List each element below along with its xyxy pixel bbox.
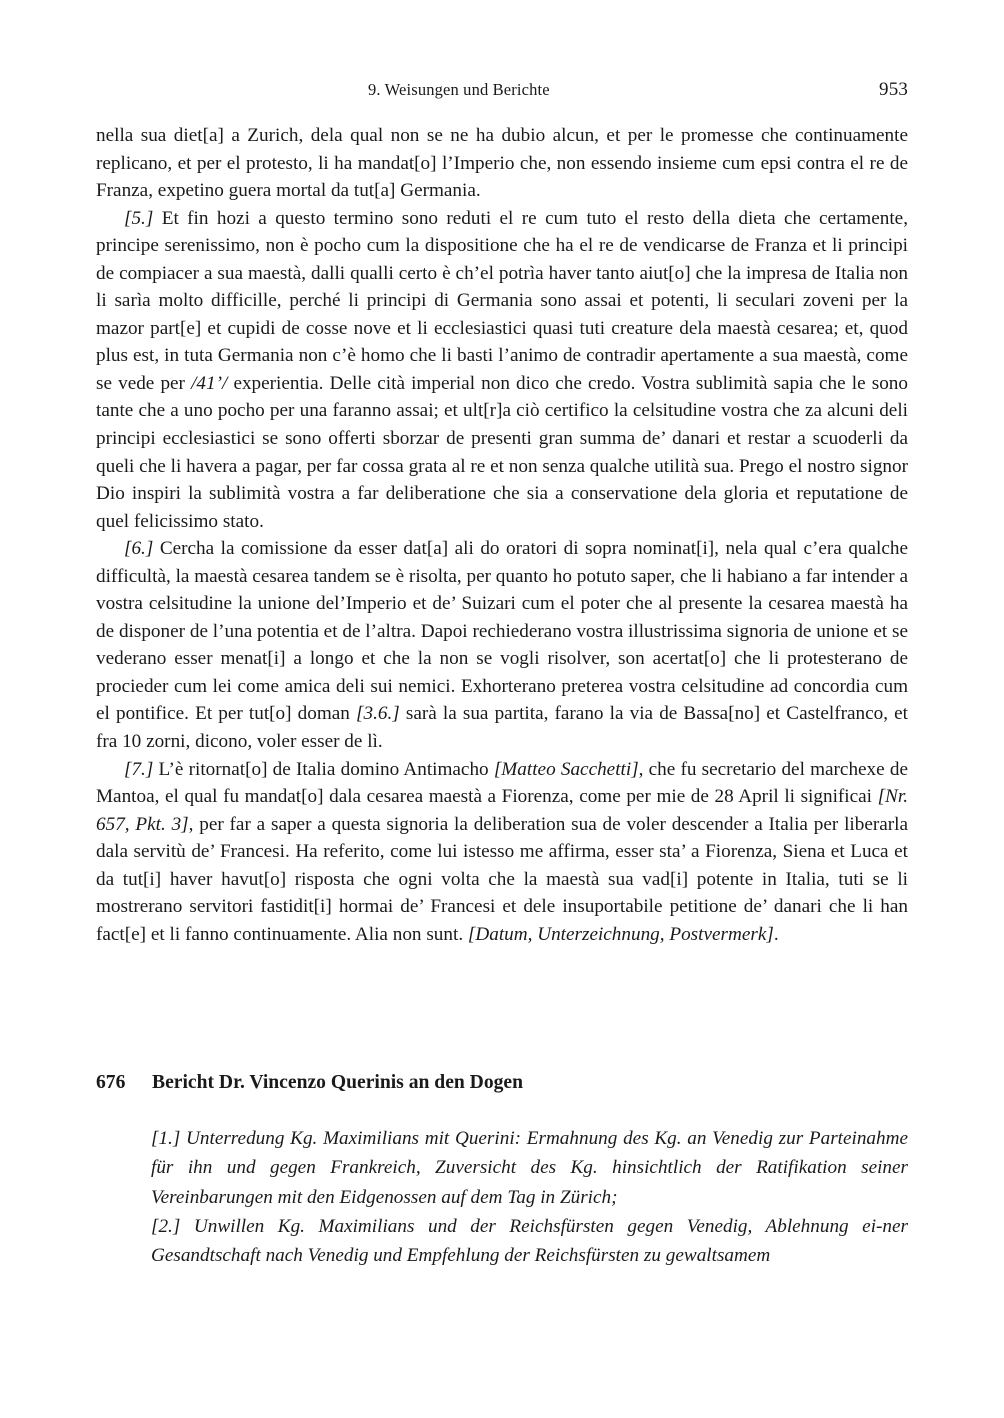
paragraph-7 — [96, 756, 908, 949]
section-number: 676 — [96, 1072, 126, 1093]
text-run: nella sua diet[a] a Zurich, dela qual non se ne ha dubio alcun, et per le promesse che continuamente replicano, et per el protesto, li ha mandat[o] l’Imperio che, non essendo insieme cum epsi contra el re de Franza, expetino guera mortal da tut[a] Germania. — [96, 125, 908, 202]
editorial-marker: /41’/ — [191, 372, 228, 394]
body-text-column — [96, 122, 908, 948]
text-run: L’è ritornat[o] de Italia domino Antimacho — [153, 758, 494, 780]
text-run: experientia. Delle cità imperial non dico che credo. Vostra sublimità sapia che le sono tante che a uno pocho per una faranno assai; et ult[r]a ciò certifico la celsitudine vostra che za alcuni deli principi ecclesiastici se sono offerti sborzar de presenti gran summa de’ danari et restar a scuoderli da queli che li havera a pagar, per far cossa grata al re et non senza qualche utilità sua. Prego el nostro signor Dio inspiri la sublimità vostra a far deliberatione che sia a conservatione dela gloria et reputatione de quel felicissimo stato. — [96, 372, 908, 532]
text-run: . — [773, 923, 779, 945]
editorial-marker: [Nr. 657, Pkt. 3] — [96, 786, 908, 835]
paragraph-5 — [96, 205, 908, 536]
text-run: sarà la sua partita, farano la via de Bassa[no] et Castelfranco, et fra 10 zorni, dicono, voler esser de lì. — [96, 703, 909, 753]
editorial-marker: [Datum, Unterzeichnung, Postvermerk] — [467, 923, 774, 945]
text-run: , che fu secretario del marchexe de Mantoa, el qual fu mandat[o] dala cesarea maestà a Fiorenza, come per mie de 28 April li significai — [96, 758, 908, 808]
editorial-marker: [7.] — [124, 758, 154, 780]
text-run: , per far a saper a questa signoria la deliberation sua de voler descender a Italia per liberarla dala servitù de’ Francesi. Ha referito, come lui istesso me affirma, esser sta’ a Fiorenza, Siena et Luca et da tut[i] haver havut[o] risposta che ogni volta che la maestà sua vad[i] potente in Italia, tuti se li mostrerano servitori fastidit[i] hormai de’ Francesi et dele insuportabile petitione de’ danari che li han fact[e] et li fanno continuamente. Alia non sunt. — [96, 813, 908, 945]
editorial-marker: [3.6.] — [356, 703, 400, 725]
running-head-title: 9. Weisungen und Berichte — [368, 80, 550, 99]
page-number: 953 — [879, 79, 908, 100]
running-head — [96, 79, 908, 103]
abstract-item: [1.] Unterredung Kg. Maximilians mit Querini: Ermahnung des Kg. an Venedig zur Parteinahme für ihn und gegen Frankreich, Zuversicht des Kg. hinsichtlich der Ratifikation seiner Vereinbarungen mit den Eidgenossen auf dem Tag in Zürich; — [151, 1128, 908, 1208]
section-title: Bericht Dr. Vincenzo Querinis an den Dogen — [152, 1072, 524, 1093]
editorial-marker: [6.] — [124, 538, 154, 560]
editorial-marker: [5.] — [124, 207, 154, 229]
editorial-marker: [Matteo Sacchetti] — [493, 758, 639, 780]
abstract-block — [151, 1124, 908, 1270]
section-heading — [96, 1072, 908, 1094]
text-run: Et fin hozi a questo termino sono reduti el re cum tuto el resto della dieta che certamente, principe serenissimo, non è pocho cum la dispositione che ha el re de vendicarse de Franza et li principi de compiacer a sua maestà, dalli qualli certo è ch’el potrìa haver tanto aiut[o] che la impresa de Italia non li sarìa molto difficille, perché li principi di Germania sono assai et potenti, li seculari zoveni per la mazor part[e] et cupidi de cosse nove et li ecclesiastici quasi tuti creature dela maestà cesarea; et, quod plus est, in tuta Germania non c’è homo che li basti l’animo de contradir apertamente a sua maestà, come se vede per — [96, 207, 908, 394]
text-run: Cercha la comissione da esser dat[a] ali do oratori di sopra nominat[i], nela qual c’era qualche difficultà, la maestà cesarea tandem se è risolta, per quanto ho potuto saper, che li habiano a far intender a vostra celsitudine la unione del’Imperio et de’ Suizari cum el poter che al presente la cesarea maestà ha de disponer de l’una potentia et de l’altra. Dapoi rechiederano vostra illustrissima signoria de unione et se vederano esser menat[i] a longo et che la non se vogli risolver, son acertat[o] che li protesterano de procieder cum lei come amica deli sui nemici. Exhorterano preterea vostra celsitudine ad concordia cum el pontifice. Et per tut[o] doman — [96, 538, 908, 725]
abstract-item: [2.] Unwillen Kg. Maximilians und der Reichsfürsten gegen Venedig, Ablehnung ei-ner Gesandtschaft nach Venedig und Empfehlung der Reichsfürsten zu gewaltsamem — [151, 1215, 908, 1267]
paragraph-continuation — [96, 122, 908, 205]
paragraph-6 — [96, 535, 908, 755]
